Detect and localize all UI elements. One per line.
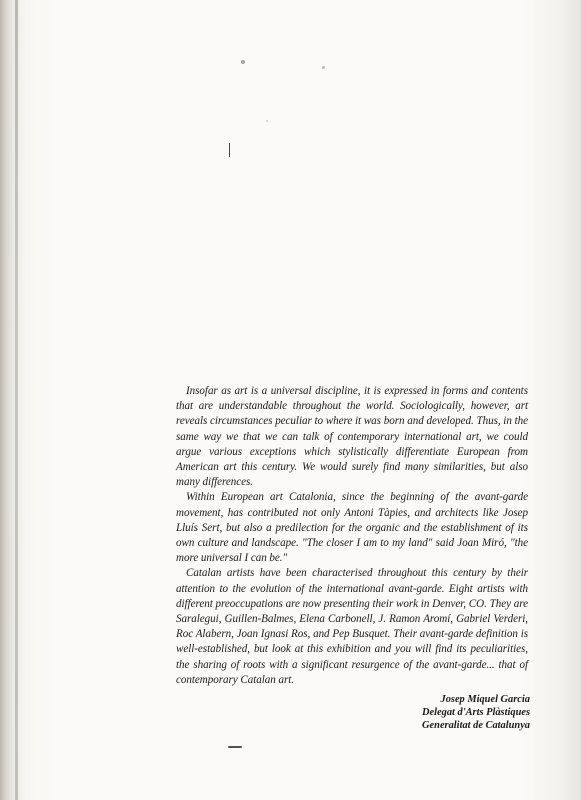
- signature-institution: Generalitat de Catalunya: [422, 720, 530, 731]
- pencil-mark: [229, 143, 230, 157]
- paragraph: Within European art Catalonia, since the beginning of the avant-garde movement, has contributed not only Antoni Tàpies, and architects like Josep Lluís Sert, but also a predilection for the organic and the establishment of its own culture and landscape. "The closer I am to my land" said Joan Miró, "the more universal I can be.": [176, 491, 528, 565]
- ink-smudge: [228, 746, 242, 748]
- signature-title: Delegat d'Arts Plàstiques: [422, 707, 530, 718]
- signature-name: Josep Miquel Garcia: [440, 694, 530, 705]
- paper-speck: [241, 60, 245, 64]
- paper-speck: [266, 120, 268, 122]
- paragraph: Catalan artists have been characterised throughout this century by their attention to the evolution of the international avant-garde. Eight artists with different preoccupations are now presenting their work in Denver, CO. They are Saralegui, Guillen-Balmes, Elena Carbonell, J. Ramon Aromí, Gabriel Verderi, Roc Alabern, Joan Ignasi Ros, and Pep Busquet. Their avant-garde definition is well-established, but look at this exhibition and you will find its peculiarities, the sharing of roots with a significant resurgence of the avant-garde... that of contemporary Catalan art.: [176, 567, 528, 686]
- paragraph: Insofar as art is a universal discipline, it is expressed in forms and contents that are understandable throughout the world. Sociologically, however, art reveals circumstances peculiar to where it was born and developed. Thus, in the same way we that we can talk of contemporary international art, we could argue various exceptions which stylistically differentiate European from American art this century. We would surely find many similarities, but also many differences.: [176, 385, 528, 489]
- page-spine-shadow: [15, 0, 18, 800]
- body-text: [176, 384, 528, 688]
- paper-speck: [322, 66, 325, 69]
- signature-block: [422, 693, 530, 732]
